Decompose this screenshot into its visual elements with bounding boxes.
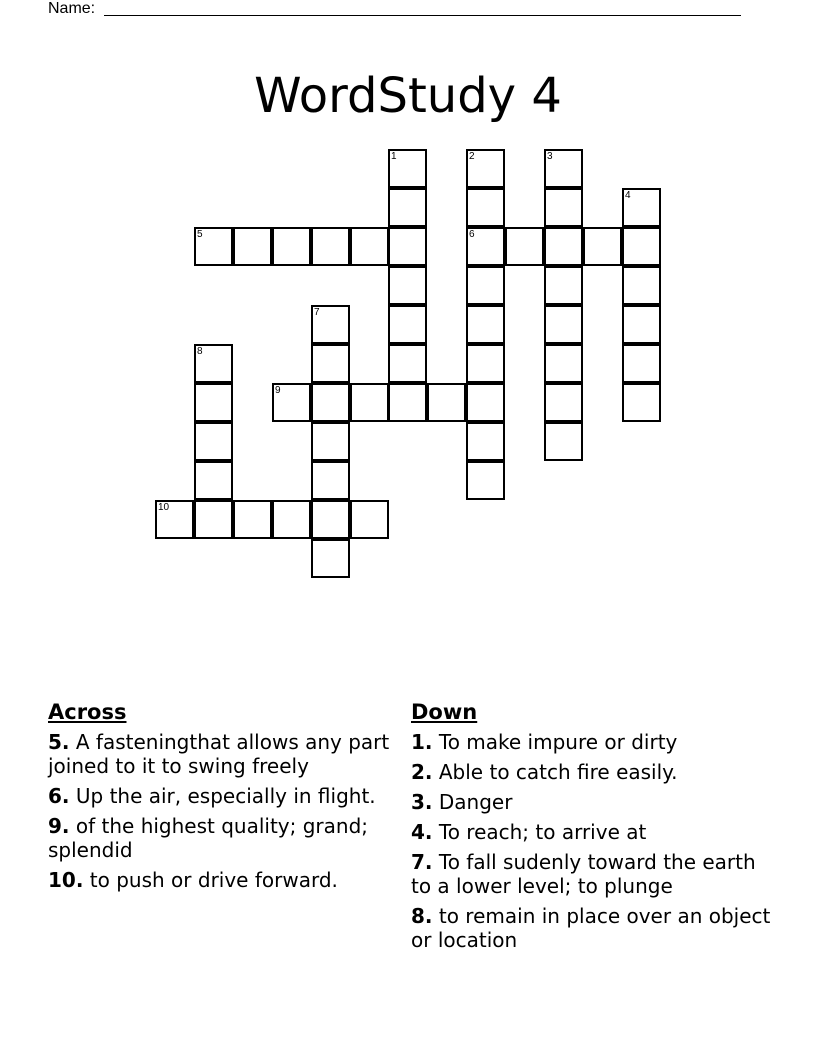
grid-cell[interactable] bbox=[466, 149, 505, 188]
across-clues bbox=[48, 700, 398, 898]
clue-num: 6. bbox=[48, 784, 70, 808]
grid-cell[interactable] bbox=[622, 383, 661, 422]
clue-num: 10. bbox=[48, 868, 84, 892]
clue-number: 2 bbox=[469, 151, 475, 162]
grid-cell[interactable] bbox=[388, 188, 427, 227]
grid-cell[interactable] bbox=[194, 500, 233, 539]
clue-num: 3. bbox=[411, 790, 433, 814]
grid-cell[interactable] bbox=[466, 227, 505, 266]
grid-cell[interactable] bbox=[233, 227, 272, 266]
clue-number: 5 bbox=[197, 229, 203, 240]
grid-cell[interactable] bbox=[311, 305, 350, 344]
grid-cell[interactable] bbox=[194, 344, 233, 383]
clue-text: Able to catch fire easily. bbox=[438, 760, 678, 784]
clue-num: 9. bbox=[48, 814, 70, 838]
grid-cell[interactable] bbox=[505, 227, 544, 266]
clue-text: To make impure or dirty bbox=[438, 730, 678, 754]
clue-num: 5. bbox=[48, 730, 70, 754]
grid-cell[interactable] bbox=[194, 227, 233, 266]
clue-text: of the highest quality; grand; splendid bbox=[48, 814, 369, 862]
grid-cell[interactable] bbox=[622, 188, 661, 227]
grid-cell[interactable] bbox=[388, 266, 427, 305]
grid-cell[interactable] bbox=[466, 344, 505, 383]
clue-num: 1. bbox=[411, 730, 433, 754]
clue-text: A fasteningthat allows any part joined to it to swing freely bbox=[48, 730, 390, 778]
grid-cell[interactable] bbox=[272, 383, 311, 422]
grid-cell[interactable] bbox=[350, 500, 389, 539]
clue-num: 2. bbox=[411, 760, 433, 784]
clue-item bbox=[411, 730, 776, 754]
clue-num: 7. bbox=[411, 850, 433, 874]
across-heading: Across bbox=[48, 700, 127, 724]
grid-cell[interactable] bbox=[544, 227, 583, 266]
grid-cell[interactable] bbox=[544, 344, 583, 383]
grid-cell[interactable] bbox=[622, 227, 661, 266]
grid-cell[interactable] bbox=[350, 227, 389, 266]
clue-text: To fall sudenly toward the earth to a lower level; to plunge bbox=[411, 850, 756, 898]
grid-cell[interactable] bbox=[233, 500, 272, 539]
grid-cell[interactable] bbox=[466, 383, 505, 422]
grid-cell[interactable] bbox=[311, 500, 350, 539]
grid-cell[interactable] bbox=[388, 344, 427, 383]
clue-item bbox=[48, 784, 398, 808]
grid-cell[interactable] bbox=[622, 305, 661, 344]
clue-text: to remain in place over an object or location bbox=[411, 904, 771, 952]
grid-cell[interactable] bbox=[544, 266, 583, 305]
clue-number: 6 bbox=[469, 229, 475, 240]
grid-cell[interactable] bbox=[388, 383, 427, 422]
grid-cell[interactable] bbox=[388, 149, 427, 188]
clue-text: to push or drive forward. bbox=[89, 868, 338, 892]
grid-cell[interactable] bbox=[311, 422, 350, 461]
down-clues bbox=[411, 700, 776, 958]
grid-cell[interactable] bbox=[311, 383, 350, 422]
grid-cell[interactable] bbox=[388, 227, 427, 266]
grid-cell[interactable] bbox=[311, 539, 350, 578]
clue-text: Up the air, especially in flight. bbox=[75, 784, 376, 808]
grid-cell[interactable] bbox=[622, 344, 661, 383]
grid-cell[interactable] bbox=[272, 227, 311, 266]
clue-number: 10 bbox=[158, 502, 170, 513]
grid-cell[interactable] bbox=[544, 305, 583, 344]
grid-cell[interactable] bbox=[194, 383, 233, 422]
clue-item bbox=[411, 790, 776, 814]
page-title: WordStudy 4 bbox=[254, 68, 562, 125]
grid-cell[interactable] bbox=[311, 344, 350, 383]
clue-text: To reach; to arrive at bbox=[438, 820, 647, 844]
clue-num: 8. bbox=[411, 904, 433, 928]
clue-number: 9 bbox=[275, 385, 281, 396]
grid-cell[interactable] bbox=[194, 461, 233, 500]
clue-number: 7 bbox=[314, 307, 320, 318]
clue-item bbox=[411, 904, 776, 952]
grid-cell[interactable] bbox=[544, 188, 583, 227]
clue-num: 4. bbox=[411, 820, 433, 844]
clue-item bbox=[411, 820, 776, 844]
grid-cell[interactable] bbox=[466, 461, 505, 500]
grid-cell[interactable] bbox=[311, 227, 350, 266]
clue-text: Danger bbox=[438, 790, 513, 814]
clue-item bbox=[48, 814, 398, 862]
clue-item bbox=[48, 730, 398, 778]
clue-number: 3 bbox=[547, 151, 553, 162]
clue-item bbox=[48, 868, 398, 892]
grid-cell[interactable] bbox=[544, 383, 583, 422]
grid-cell[interactable] bbox=[350, 383, 389, 422]
name-label: Name: bbox=[48, 0, 96, 17]
grid-cell[interactable] bbox=[427, 383, 466, 422]
grid-cell[interactable] bbox=[194, 422, 233, 461]
grid-cell[interactable] bbox=[311, 461, 350, 500]
clue-item bbox=[411, 760, 776, 784]
grid-cell[interactable] bbox=[544, 422, 583, 461]
clue-number: 1 bbox=[391, 151, 397, 162]
grid-cell[interactable] bbox=[583, 227, 622, 266]
grid-cell[interactable] bbox=[155, 500, 194, 539]
clue-item bbox=[411, 850, 776, 898]
clue-number: 4 bbox=[625, 190, 631, 201]
grid-cell[interactable] bbox=[466, 422, 505, 461]
grid-cell[interactable] bbox=[544, 149, 583, 188]
grid-cell[interactable] bbox=[272, 500, 311, 539]
clue-number: 8 bbox=[197, 346, 203, 357]
down-heading: Down bbox=[411, 700, 478, 724]
grid-cell[interactable] bbox=[466, 266, 505, 305]
grid-cell[interactable] bbox=[466, 188, 505, 227]
grid-cell[interactable] bbox=[466, 305, 505, 344]
grid-cell[interactable] bbox=[388, 305, 427, 344]
grid-cell[interactable] bbox=[622, 266, 661, 305]
